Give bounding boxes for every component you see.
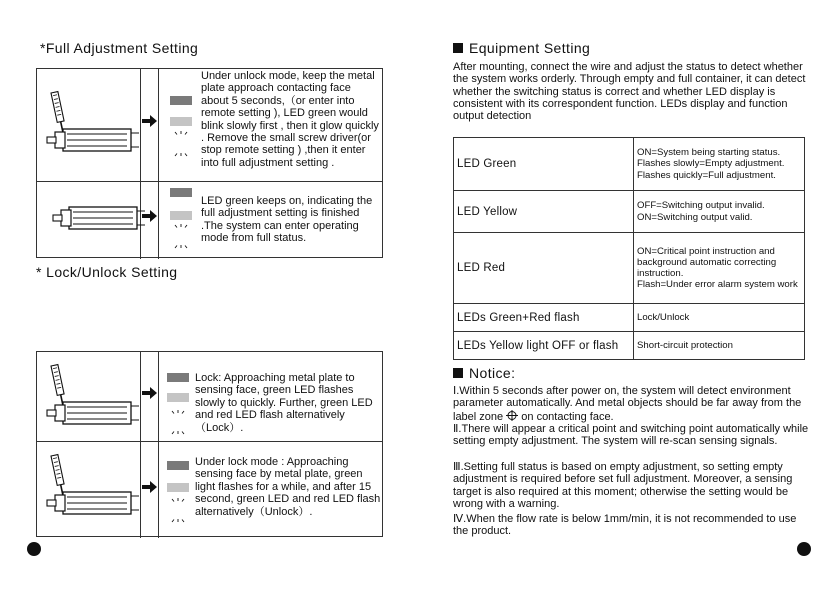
right-arrow-icon (142, 115, 158, 127)
notice-title: Notice: (469, 365, 516, 381)
equipment-intro: After mounting, connect the wire and adjust the status to detect whether the system works orderly. Through empty and full container, it can detect whether the switching status is correct and whether LED display is consistent with its correspondent function. LEDs display and function output detection (453, 61, 806, 123)
led-blink-icon (167, 498, 189, 508)
led-dim-indicator (170, 211, 192, 220)
led-blink-icon (170, 239, 192, 249)
led-name: LEDs Yellow light OFF or flash (454, 332, 634, 360)
led-dim-indicator (167, 483, 189, 492)
led-blink-icon (170, 147, 192, 157)
target-zone-icon (506, 410, 518, 421)
lock-unlock-panel (36, 351, 383, 537)
equipment-title: Equipment Setting (469, 40, 591, 56)
led-on-indicator (167, 373, 189, 382)
table-row (454, 304, 805, 332)
led-function-table (453, 137, 805, 360)
led-dim-indicator (167, 393, 189, 402)
section-bullet-icon (453, 43, 463, 53)
led-name: LEDs Green+Red flash (454, 304, 634, 332)
led-blink-icon (170, 131, 192, 141)
led-on-indicator (170, 96, 192, 105)
led-blink-icon (167, 410, 189, 420)
led-function: ON=System being starting status. Flashes slowly=Empty adjustment. Flashes quickly=Full adjustment. (634, 138, 805, 191)
table-row (454, 138, 805, 191)
full-adjust-step2-text: LED green keeps on, indicating the full adjustment setting is finished .The system can enter operating mode from full status. (201, 195, 373, 245)
led-blink-icon (167, 513, 189, 523)
right-arrow-icon (142, 210, 158, 222)
sensor-icon (51, 199, 147, 239)
led-function: OFF=Switching output invalid. ON=Switching output valid. (634, 191, 805, 233)
full-adjust-panel (36, 68, 383, 258)
led-dim-indicator (170, 117, 192, 126)
right-arrow-icon (142, 387, 158, 399)
full-adjust-title: *Full Adjustment Setting (40, 40, 199, 56)
unlock-step-text: Under lock mode : Approaching sensing face by metal plate, green light flashes for a while, and after 15 second, green LED and red LED flash alternatively（Unlock）. (195, 456, 381, 518)
led-function: Short-circuit protection (634, 332, 805, 360)
sensor-with-screwdriver-icon (45, 448, 141, 530)
notice-item-4: Ⅳ.When the flow rate is below 1mm/min, it is not recommended to use the product. (453, 513, 797, 538)
page-dot-right (797, 542, 811, 556)
notice-item-3: Ⅲ.Setting full status is based on empty adjustment, so setting empty adjustment is required before set full adjustment. Moreover, a sensing target is also required at this moment; otherwise the setting would be wrong with a warning. (453, 461, 793, 510)
led-function: ON=Critical point instruction and background automatic correcting instruction. Flash=Under error alarm system work (634, 233, 805, 304)
sensor-with-screwdriver-icon (45, 358, 141, 440)
led-blink-icon (170, 224, 192, 234)
led-blink-icon (167, 425, 189, 435)
table-row (454, 332, 805, 360)
table-row (454, 191, 805, 233)
led-name: LED Yellow (454, 191, 634, 233)
led-on-indicator (167, 461, 189, 470)
table-row (454, 233, 805, 304)
sensor-with-screwdriver-icon (45, 83, 141, 165)
notice-item-1-text-b: on contacting face. (518, 410, 614, 423)
led-function: Lock/Unlock (634, 304, 805, 332)
lock-unlock-title: * Lock/Unlock Setting (36, 264, 178, 280)
notice-item-2: Ⅱ.There will appear a critical point and switching point automatically while setting empty adjustment. The system will re-scan sensing signals. (453, 423, 809, 448)
right-arrow-icon (142, 481, 158, 493)
lock-step-text: Lock: Approaching metal plate to sensing face, green LED flashes slowly to quickly. Further, green LED and red LED flash alternatively （Lock）. (195, 372, 373, 434)
section-bullet-icon (453, 368, 463, 378)
led-name: LED Green (454, 138, 634, 191)
page-dot-left (27, 542, 41, 556)
full-adjust-step1-text: Under unlock mode, keep the metal plate approach contacting face about 5 seconds,（or enter into remote setting ), LED green would blink slowly first , then it glow quickly . Remove the small screw driver(or stop remote setting ) ,then it enter into full adjustment setting . (201, 70, 379, 169)
led-name: LED Red (454, 233, 634, 304)
led-on-indicator (170, 188, 192, 197)
notice-item-1-text-a: Ⅰ.Within 5 seconds after power on, the system will detect environment parameter automatically. And metal objects should be far away from the label zone (453, 385, 802, 423)
notice-item-1 (453, 385, 813, 423)
